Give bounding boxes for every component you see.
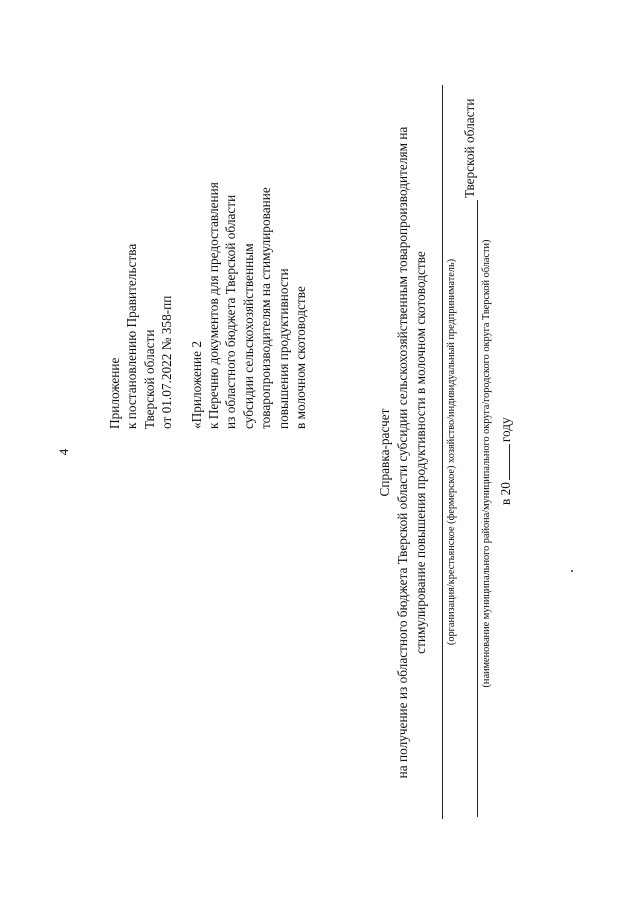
form-title-block xyxy=(376,0,430,905)
municipality-suffix: Тверской области xyxy=(462,98,477,198)
year-line xyxy=(496,417,514,505)
appendix-sub-line: в молочном скотоводстве xyxy=(293,286,309,429)
form-title-line: стимулирование повышения продуктивности в молочном скотоводстве xyxy=(413,251,428,654)
municipality-field-caption: (наименование муниципального района/муниципального округа/городского округа Тверской области) xyxy=(481,239,492,688)
appendix-sub-line: «Приложение 2 xyxy=(188,341,204,429)
organization-field-line[interactable] xyxy=(442,85,443,819)
appendix-spacer xyxy=(176,182,188,429)
appendix-line: от 01.07.2022 № 358-пп xyxy=(159,295,175,429)
year-suffix: году xyxy=(498,417,513,443)
appendix-line: Тверской области xyxy=(141,329,157,429)
stray-dot xyxy=(571,570,573,572)
appendix-sub-line: субсидии сельскохозяйственным xyxy=(240,243,256,429)
appendix-sub-line: к Перечню документов для предоставления xyxy=(206,182,222,429)
page-number: 4 xyxy=(56,448,71,456)
year-input-blank[interactable] xyxy=(496,444,510,480)
appendix-sub-line: из областного бюджета Тверской области xyxy=(223,194,239,429)
appendix-line: к постановлению Правительства xyxy=(124,243,140,429)
appendix-sub-line: повышения продуктивности xyxy=(275,268,291,429)
municipality-field-line[interactable] xyxy=(477,200,478,817)
organization-field-caption: (организация/крестьянское (фермерское) хозяйство/индивидуальный предприниматель) xyxy=(446,258,457,646)
form-heading: Справка-расчет xyxy=(377,408,392,497)
appendix-block xyxy=(106,182,309,429)
appendix-sub-line: товаропроизводителям на стимулирование xyxy=(258,187,274,429)
year-prefix: в 20 xyxy=(498,482,513,505)
appendix-line: Приложение xyxy=(107,357,122,429)
form-title-line: на получение из областного бюджета Тверской области субсидии сельскохозяйственным товаропроизводителям на xyxy=(395,126,410,779)
